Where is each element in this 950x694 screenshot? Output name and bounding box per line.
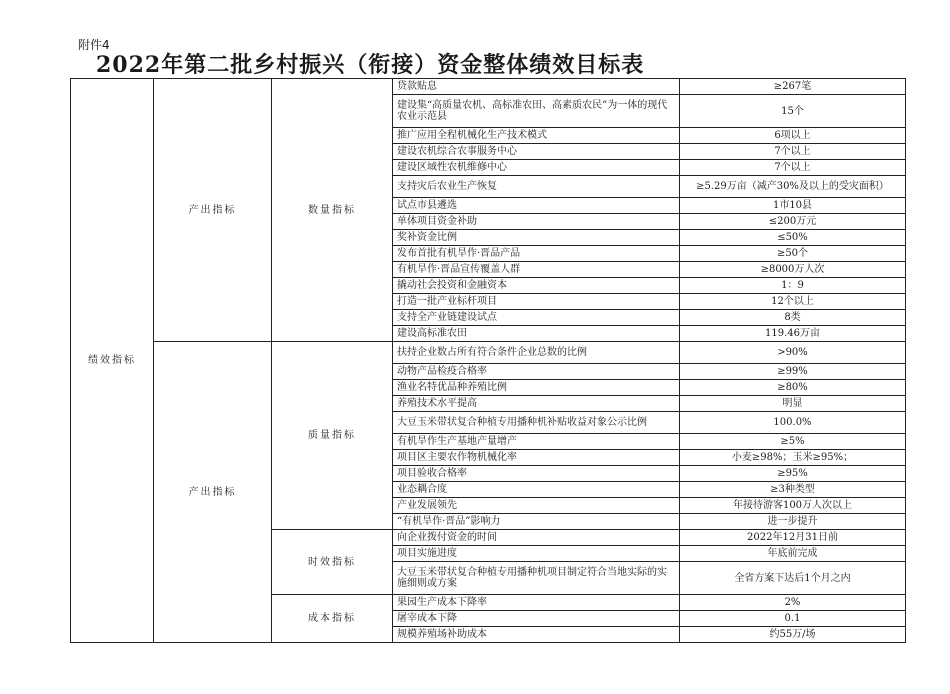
indicator-name: 奖补资金比例	[393, 230, 680, 246]
indicator-name: 大豆玉米带状复合种植专用播种机项目制定符合当地实际的实施细则或方案	[393, 562, 680, 595]
indicator-name: 业态耦合度	[393, 482, 680, 498]
indicator-name: 建设高标准农田	[393, 326, 680, 342]
table-row	[71, 342, 906, 364]
indicator-value: ≥95%	[680, 466, 906, 482]
indicator-value: 1市10县	[680, 198, 906, 214]
indicator-name: 养殖技术水平提高	[393, 396, 680, 412]
indicator-name: 屠宰成本下降	[393, 611, 680, 627]
indicator-value: 2%	[680, 595, 906, 611]
indicator-value: 进一步提升	[680, 514, 906, 530]
indicator-name: 支持灾后农业生产恢复	[393, 176, 680, 198]
indicator-name: 有机旱作生产基地产量增产	[393, 434, 680, 450]
indicator-value: 7个以上	[680, 160, 906, 176]
indicator-value: ≥5%	[680, 434, 906, 450]
indicator-name: 产业发展领先	[393, 498, 680, 514]
table-row	[71, 79, 906, 95]
indicator-name: 撬动社会投资和金融资本	[393, 278, 680, 294]
quantity-indicators: 数量指标	[272, 79, 393, 342]
indicator-name: 动物产品检疫合格率	[393, 364, 680, 380]
timeliness-indicators: 时效指标	[272, 530, 393, 595]
indicator-value: 1：9	[680, 278, 906, 294]
level2-output-indicators: 产出指标	[154, 79, 272, 342]
indicator-value: ≥8000万人次	[680, 262, 906, 278]
indicator-value: 12个以上	[680, 294, 906, 310]
indicator-name: 扶持企业数占所有符合条件企业总数的比例	[393, 342, 680, 364]
indicator-name: 建设农机综合农事服务中心	[393, 144, 680, 160]
indicator-value: 全省方案下达后1个月之内	[680, 562, 906, 595]
page-title: 2022年第二批乡村振兴（衔接）资金整体绩效目标表	[96, 52, 645, 78]
indicator-value: 年接待游客100万人次以上	[680, 498, 906, 514]
indicator-name: 有机旱作·晋品宣传覆盖人群	[393, 262, 680, 278]
indicator-name: 渔业名特优品种养殖比例	[393, 380, 680, 396]
indicator-name: 推广应用全程机械化生产技术模式	[393, 128, 680, 144]
indicator-name: “有机旱作·晋品”影响力	[393, 514, 680, 530]
performance-table	[70, 78, 906, 643]
indicator-name: 试点市县遴选	[393, 198, 680, 214]
indicator-name: 规模养殖场补助成本	[393, 627, 680, 643]
indicator-name: 向企业拨付资金的时间	[393, 530, 680, 546]
indicator-value: ≤200万元	[680, 214, 906, 230]
level1-performance-indicators: 绩效指标	[71, 79, 154, 643]
indicator-value: ≥50个	[680, 246, 906, 262]
indicator-value: ≥80%	[680, 380, 906, 396]
indicator-name: 项目验收合格率	[393, 466, 680, 482]
indicator-value: 6项以上	[680, 128, 906, 144]
indicator-name: 大豆玉米带状复合种植专用播种机补贴收益对象公示比例	[393, 412, 680, 434]
indicator-value: 7个以上	[680, 144, 906, 160]
indicator-name: 建设集“高质量农机、高标准农田、高素质农民”为一体的现代农业示范县	[393, 95, 680, 128]
indicator-name: 打造一批产业标杆项目	[393, 294, 680, 310]
indicator-name: 支持全产业链建设试点	[393, 310, 680, 326]
indicator-value: 明显	[680, 396, 906, 412]
indicator-value: ≥3种类型	[680, 482, 906, 498]
cost-indicators: 成本指标	[272, 595, 393, 643]
quality-indicators: 质量指标	[272, 342, 393, 530]
indicator-value: 年底前完成	[680, 546, 906, 562]
indicator-name: 果园生产成本下降率	[393, 595, 680, 611]
indicator-name: 贷款贴息	[393, 79, 680, 95]
indicator-value: 小麦≥98%；玉米≥95%；	[680, 450, 906, 466]
indicator-name: 单体项目资金补助	[393, 214, 680, 230]
indicator-name: 建设区域性农机维修中心	[393, 160, 680, 176]
indicator-value: 15个	[680, 95, 906, 128]
indicator-value: >90%	[680, 342, 906, 364]
indicator-value: 2022年12月31日前	[680, 530, 906, 546]
indicator-name: 项目实施进度	[393, 546, 680, 562]
attachment-label: 附件4	[78, 38, 110, 52]
level2-output-indicators: 产出指标	[154, 342, 272, 643]
indicator-name: 项目区主要农作物机械化率	[393, 450, 680, 466]
indicator-value: ≤50%	[680, 230, 906, 246]
indicator-value: ≥267笔	[680, 79, 906, 95]
indicator-value: ≥99%	[680, 364, 906, 380]
indicator-value: 100.0%	[680, 412, 906, 434]
indicator-value: 0.1	[680, 611, 906, 627]
indicator-value: 119.46万亩	[680, 326, 906, 342]
indicator-name: 发布首批有机旱作·晋品产品	[393, 246, 680, 262]
indicator-value: ≥5.29万亩（减产30%及以上的受灾面积）	[680, 176, 906, 198]
indicator-value: 8类	[680, 310, 906, 326]
indicator-value: 约55万/场	[680, 627, 906, 643]
